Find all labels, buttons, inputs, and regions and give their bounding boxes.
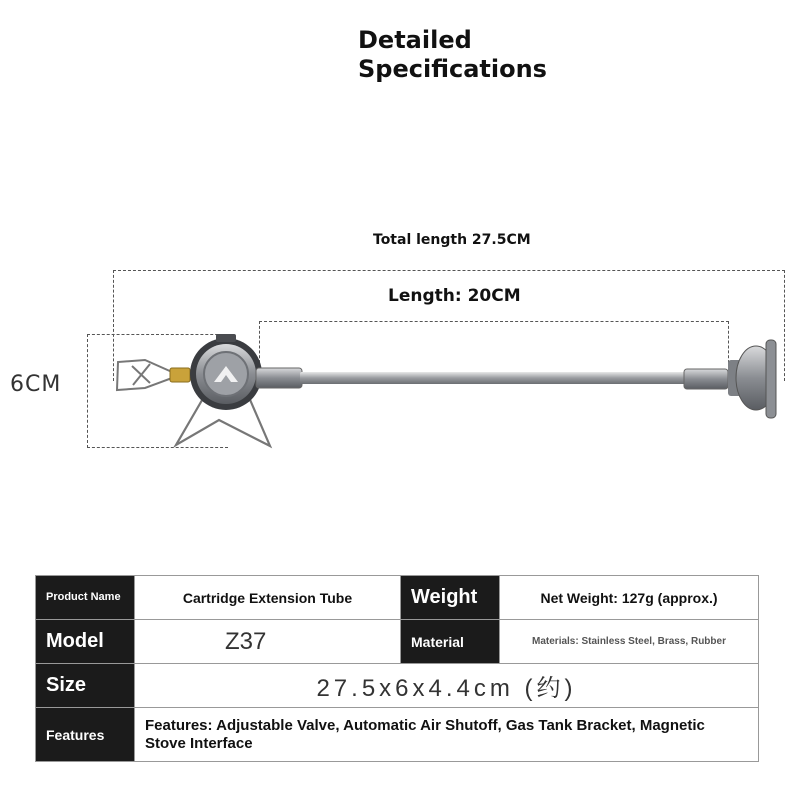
features-value: Features: Adjustable Valve, Automatic Air Shutoff, Gas Tank Bracket, Magnetic Stove Interface (135, 708, 759, 762)
product-name-value: Cartridge Extension Tube (135, 576, 401, 620)
hose-length-label: Length: 20CM (388, 286, 521, 306)
hose-connector-right (684, 369, 728, 389)
brass-fitting (170, 368, 190, 382)
product-name-label: Product Name (36, 576, 135, 620)
table-row (36, 576, 759, 620)
height-label: 6CM (10, 372, 62, 397)
material-label: Material (401, 620, 500, 664)
model-value: Z37 (135, 620, 401, 664)
table-row (36, 664, 759, 708)
table-row (36, 708, 759, 762)
features-label: Features (36, 708, 135, 762)
title-line-1: Detailed (358, 26, 472, 54)
total-length-label: Total length 27.5CM (373, 232, 531, 248)
material-value: Materials: Stainless Steel, Brass, Rubber (500, 620, 759, 664)
weight-value: Net Weight: 127g (approx.) (500, 576, 759, 620)
table-row (36, 620, 759, 664)
valve-body (190, 334, 262, 410)
model-label: Model (36, 620, 135, 664)
title-line-2: Specifications (358, 55, 547, 83)
weight-label: Weight (401, 576, 500, 620)
canister-adapter (728, 340, 776, 418)
spec-table (35, 575, 759, 762)
size-label: Size (36, 664, 135, 708)
wire-handle (117, 360, 172, 390)
hose-connector-left (256, 368, 302, 388)
size-value: 27.5x6x4.4cm (约) (135, 664, 759, 708)
braided-hose (300, 372, 688, 384)
